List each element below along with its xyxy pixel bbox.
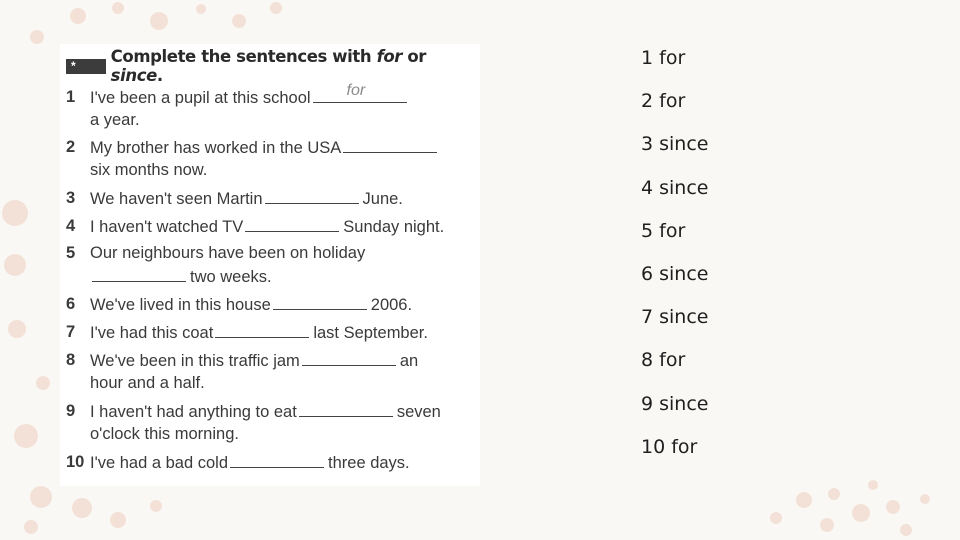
item-text: I haven't had anything to eat bbox=[90, 403, 297, 421]
item-line bbox=[90, 402, 441, 422]
item-number: 1 bbox=[66, 88, 76, 106]
item-text: Our neighbours have been on holiday bbox=[90, 244, 366, 262]
item-text: I haven't watched TV bbox=[90, 218, 244, 236]
answer-item: 2 for bbox=[641, 90, 686, 112]
item-text: hour and a half. bbox=[90, 374, 205, 392]
exercise-header bbox=[66, 47, 480, 85]
item-line bbox=[90, 82, 411, 108]
item-line bbox=[90, 161, 207, 180]
answer-item: 10 for bbox=[641, 436, 698, 458]
item-number: 6 bbox=[66, 295, 76, 313]
item-line bbox=[90, 138, 441, 158]
answer-blank[interactable] bbox=[245, 217, 339, 232]
item-line bbox=[90, 111, 140, 130]
answer-item: 5 for bbox=[641, 220, 686, 242]
item-line bbox=[90, 374, 205, 393]
item-text: My brother has worked in the USA bbox=[90, 139, 342, 157]
answer-blank[interactable] bbox=[273, 295, 367, 310]
item-number: 8 bbox=[66, 351, 76, 369]
item-line bbox=[90, 189, 403, 209]
item-number: 7 bbox=[66, 323, 76, 341]
item-text-after: an bbox=[399, 352, 419, 370]
item-line bbox=[90, 295, 412, 315]
item-number: 10 bbox=[66, 453, 85, 471]
answer-blank[interactable] bbox=[230, 453, 324, 468]
item-text-after: three days. bbox=[328, 454, 410, 472]
answer-item: 9 since bbox=[641, 393, 709, 415]
item-text: We haven't seen Martin bbox=[90, 190, 263, 208]
item-text-after: seven bbox=[396, 403, 441, 421]
item-line bbox=[90, 323, 428, 343]
exercise-instruction: Complete the sentences with for or since. bbox=[110, 47, 427, 85]
answer-blank[interactable] bbox=[265, 189, 359, 204]
item-number: 4 bbox=[66, 217, 76, 235]
answer-blank[interactable] bbox=[313, 82, 407, 103]
answer-item: 3 since bbox=[641, 133, 709, 155]
item-line bbox=[90, 267, 272, 287]
exercise-card bbox=[60, 44, 480, 486]
item-text-after: June. bbox=[362, 190, 403, 208]
item-line bbox=[90, 217, 444, 237]
example-answer: for bbox=[346, 82, 366, 99]
item-number: 3 bbox=[66, 189, 76, 207]
item-line bbox=[90, 453, 410, 473]
item-line bbox=[90, 244, 365, 263]
item-line bbox=[90, 351, 418, 371]
answer-item: 6 since bbox=[641, 263, 709, 285]
item-text: six months now. bbox=[90, 161, 208, 179]
item-text: We've been in this traffic jam bbox=[90, 352, 300, 370]
difficulty-badge: * bbox=[66, 59, 106, 74]
item-line bbox=[90, 425, 239, 444]
item-number: 5 bbox=[66, 244, 76, 262]
answer-item: 8 for bbox=[641, 349, 686, 371]
item-text: We've lived in this house bbox=[90, 296, 271, 314]
answer-blank[interactable] bbox=[215, 323, 309, 338]
item-text: a year. bbox=[90, 111, 140, 129]
item-text: I've been a pupil at this school bbox=[90, 89, 311, 107]
item-text: I've had a bad cold bbox=[90, 454, 229, 472]
item-text-after: 2006. bbox=[370, 296, 413, 314]
item-text: I've had this coat bbox=[90, 324, 214, 342]
item-text: o'clock this morning. bbox=[90, 425, 239, 443]
answer-blank[interactable] bbox=[302, 351, 396, 366]
answer-item: 4 since bbox=[641, 177, 709, 199]
answer-item: 7 since bbox=[641, 306, 709, 328]
answer-blank[interactable] bbox=[343, 138, 437, 153]
answer-item: 1 for bbox=[641, 47, 686, 69]
answer-blank[interactable] bbox=[92, 267, 186, 282]
item-number: 2 bbox=[66, 138, 76, 156]
answer-blank[interactable] bbox=[299, 402, 393, 417]
item-text-after: two weeks. bbox=[190, 268, 272, 286]
item-text-after: Sunday night. bbox=[343, 218, 445, 236]
item-number: 9 bbox=[66, 402, 76, 420]
item-text-after: last September. bbox=[313, 324, 428, 342]
